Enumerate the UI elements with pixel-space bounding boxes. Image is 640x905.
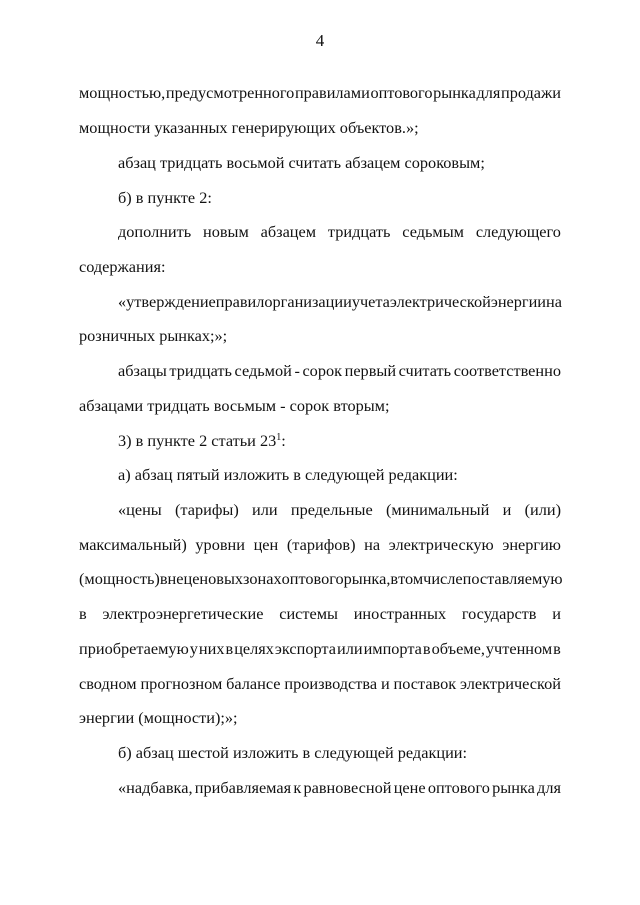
word: в [422,639,431,658]
word: седьмым [402,222,464,241]
text-line [118,361,561,381]
word: «надбавка, [118,778,193,797]
word: импорта [363,639,422,658]
word: системы [279,604,338,623]
word: сводном [79,674,137,693]
line-text-suffix: : [281,431,286,450]
line-text: мощности указанных генерирующих объектов.»; [79,118,419,137]
text-line [118,292,561,312]
text-line [79,396,561,416]
text-line [79,83,561,103]
text-line [79,604,561,624]
word: (тарифов) [286,535,356,554]
word: в [390,569,399,588]
word: поставок [393,674,457,693]
word: уровни [195,535,245,554]
word: сорок [302,361,343,380]
word: в [225,639,234,658]
line-text: абзац тридцать восьмой считать абзацем сороковым; [118,153,485,172]
word: оптового [370,83,433,102]
word: мощностью, [79,83,166,102]
word: предельные [290,500,373,519]
word: седьмой [234,361,292,380]
line-text: абзацами тридцать восьмым - сорок вторым; [79,396,390,415]
word: абзацы [118,361,167,380]
text-line [118,153,561,173]
text-line [118,188,561,208]
word: в [159,569,168,588]
text-line [79,535,561,555]
text-line [118,778,561,798]
text-line [79,674,561,694]
word: абзацем [260,222,317,241]
word: считать [398,361,452,380]
word: балансе [226,674,281,693]
text-line [79,257,561,277]
word: прогнозном [140,674,223,693]
word: учета [351,292,390,311]
word: экспорта [274,639,336,658]
word: приобретаемую [79,639,189,658]
word: государств [461,604,537,623]
word: и [380,674,390,693]
word: оптового [427,778,490,797]
line-text: розничных рынках;»; [79,326,228,345]
word: (тарифы) [175,500,239,519]
word: или [336,639,363,658]
word: «утверждение [118,292,216,311]
text-line [79,569,561,589]
text-line [79,118,561,138]
text-line [79,708,561,728]
word: производства [284,674,378,693]
text-line [118,431,561,451]
page-number: 4 [315,31,325,50]
word: соответственно [453,361,561,380]
line-text: б) в пункте 2: [118,188,212,207]
word: для [476,83,501,102]
text-line [118,500,561,520]
word: (мощность) [79,569,160,588]
word: электроэнергетические [102,604,264,623]
word: электрической [460,674,561,693]
word: для [537,778,561,797]
word: цене [393,778,426,797]
word: новым [203,222,249,241]
line-text: 3) в пункте 2 статьи 23 [118,431,277,450]
word: цен [253,535,279,554]
word: равновесной [303,778,392,797]
word: электрической [389,292,491,311]
word: неценовых [167,569,244,588]
word: поставляемую [462,569,563,588]
word: оптового [281,569,344,588]
word: объеме, [431,639,485,658]
text-line [118,222,561,242]
word: максимальный) [79,535,187,554]
word: зонах [243,569,282,588]
word: следующего [475,222,561,241]
text-line [79,326,561,346]
word: числе [423,569,463,588]
word: тридцать [327,222,391,241]
word: том [398,569,424,588]
word: и [502,500,512,519]
line-text: а) абзац пятый изложить в следующей редакции: [118,465,458,484]
word: «цены [118,500,162,519]
word: первый [344,361,397,380]
word: энергию [502,535,561,554]
line-text: содержания: [79,257,166,276]
word: в [553,639,561,658]
text-line [118,743,561,763]
superscript: 1 [276,432,282,443]
word: - [294,361,300,380]
word: них [198,639,225,658]
text-line [79,639,561,659]
word: электрическую [388,535,494,554]
word: или [252,500,278,519]
text-line [118,465,561,485]
word: к [293,778,302,797]
word: дополнить [118,222,192,241]
word: прибавляемая [194,778,292,797]
line-text: б) абзац шестой изложить в следующей редакции: [118,743,468,762]
word: у [189,639,198,658]
word: тридцать [169,361,232,380]
word: продажи [500,83,561,102]
word: организации [264,292,352,311]
word: иностранных [353,604,447,623]
word: правилами [294,83,370,102]
word: на [364,535,381,554]
word: учтенном [485,639,553,658]
word: рынка [492,778,535,797]
word: на [546,292,562,311]
word: (или) [524,500,561,519]
word: целях [234,639,274,658]
word: энергии [490,292,546,311]
line-text: энергии (мощности);»; [79,708,238,727]
word: рынка, [343,569,391,588]
word: правил [215,292,265,311]
word: в [79,604,87,623]
word: предусмотренного [165,83,295,102]
word: (минимальный [385,500,490,519]
word: рынка [433,83,476,102]
word: и [552,604,561,623]
